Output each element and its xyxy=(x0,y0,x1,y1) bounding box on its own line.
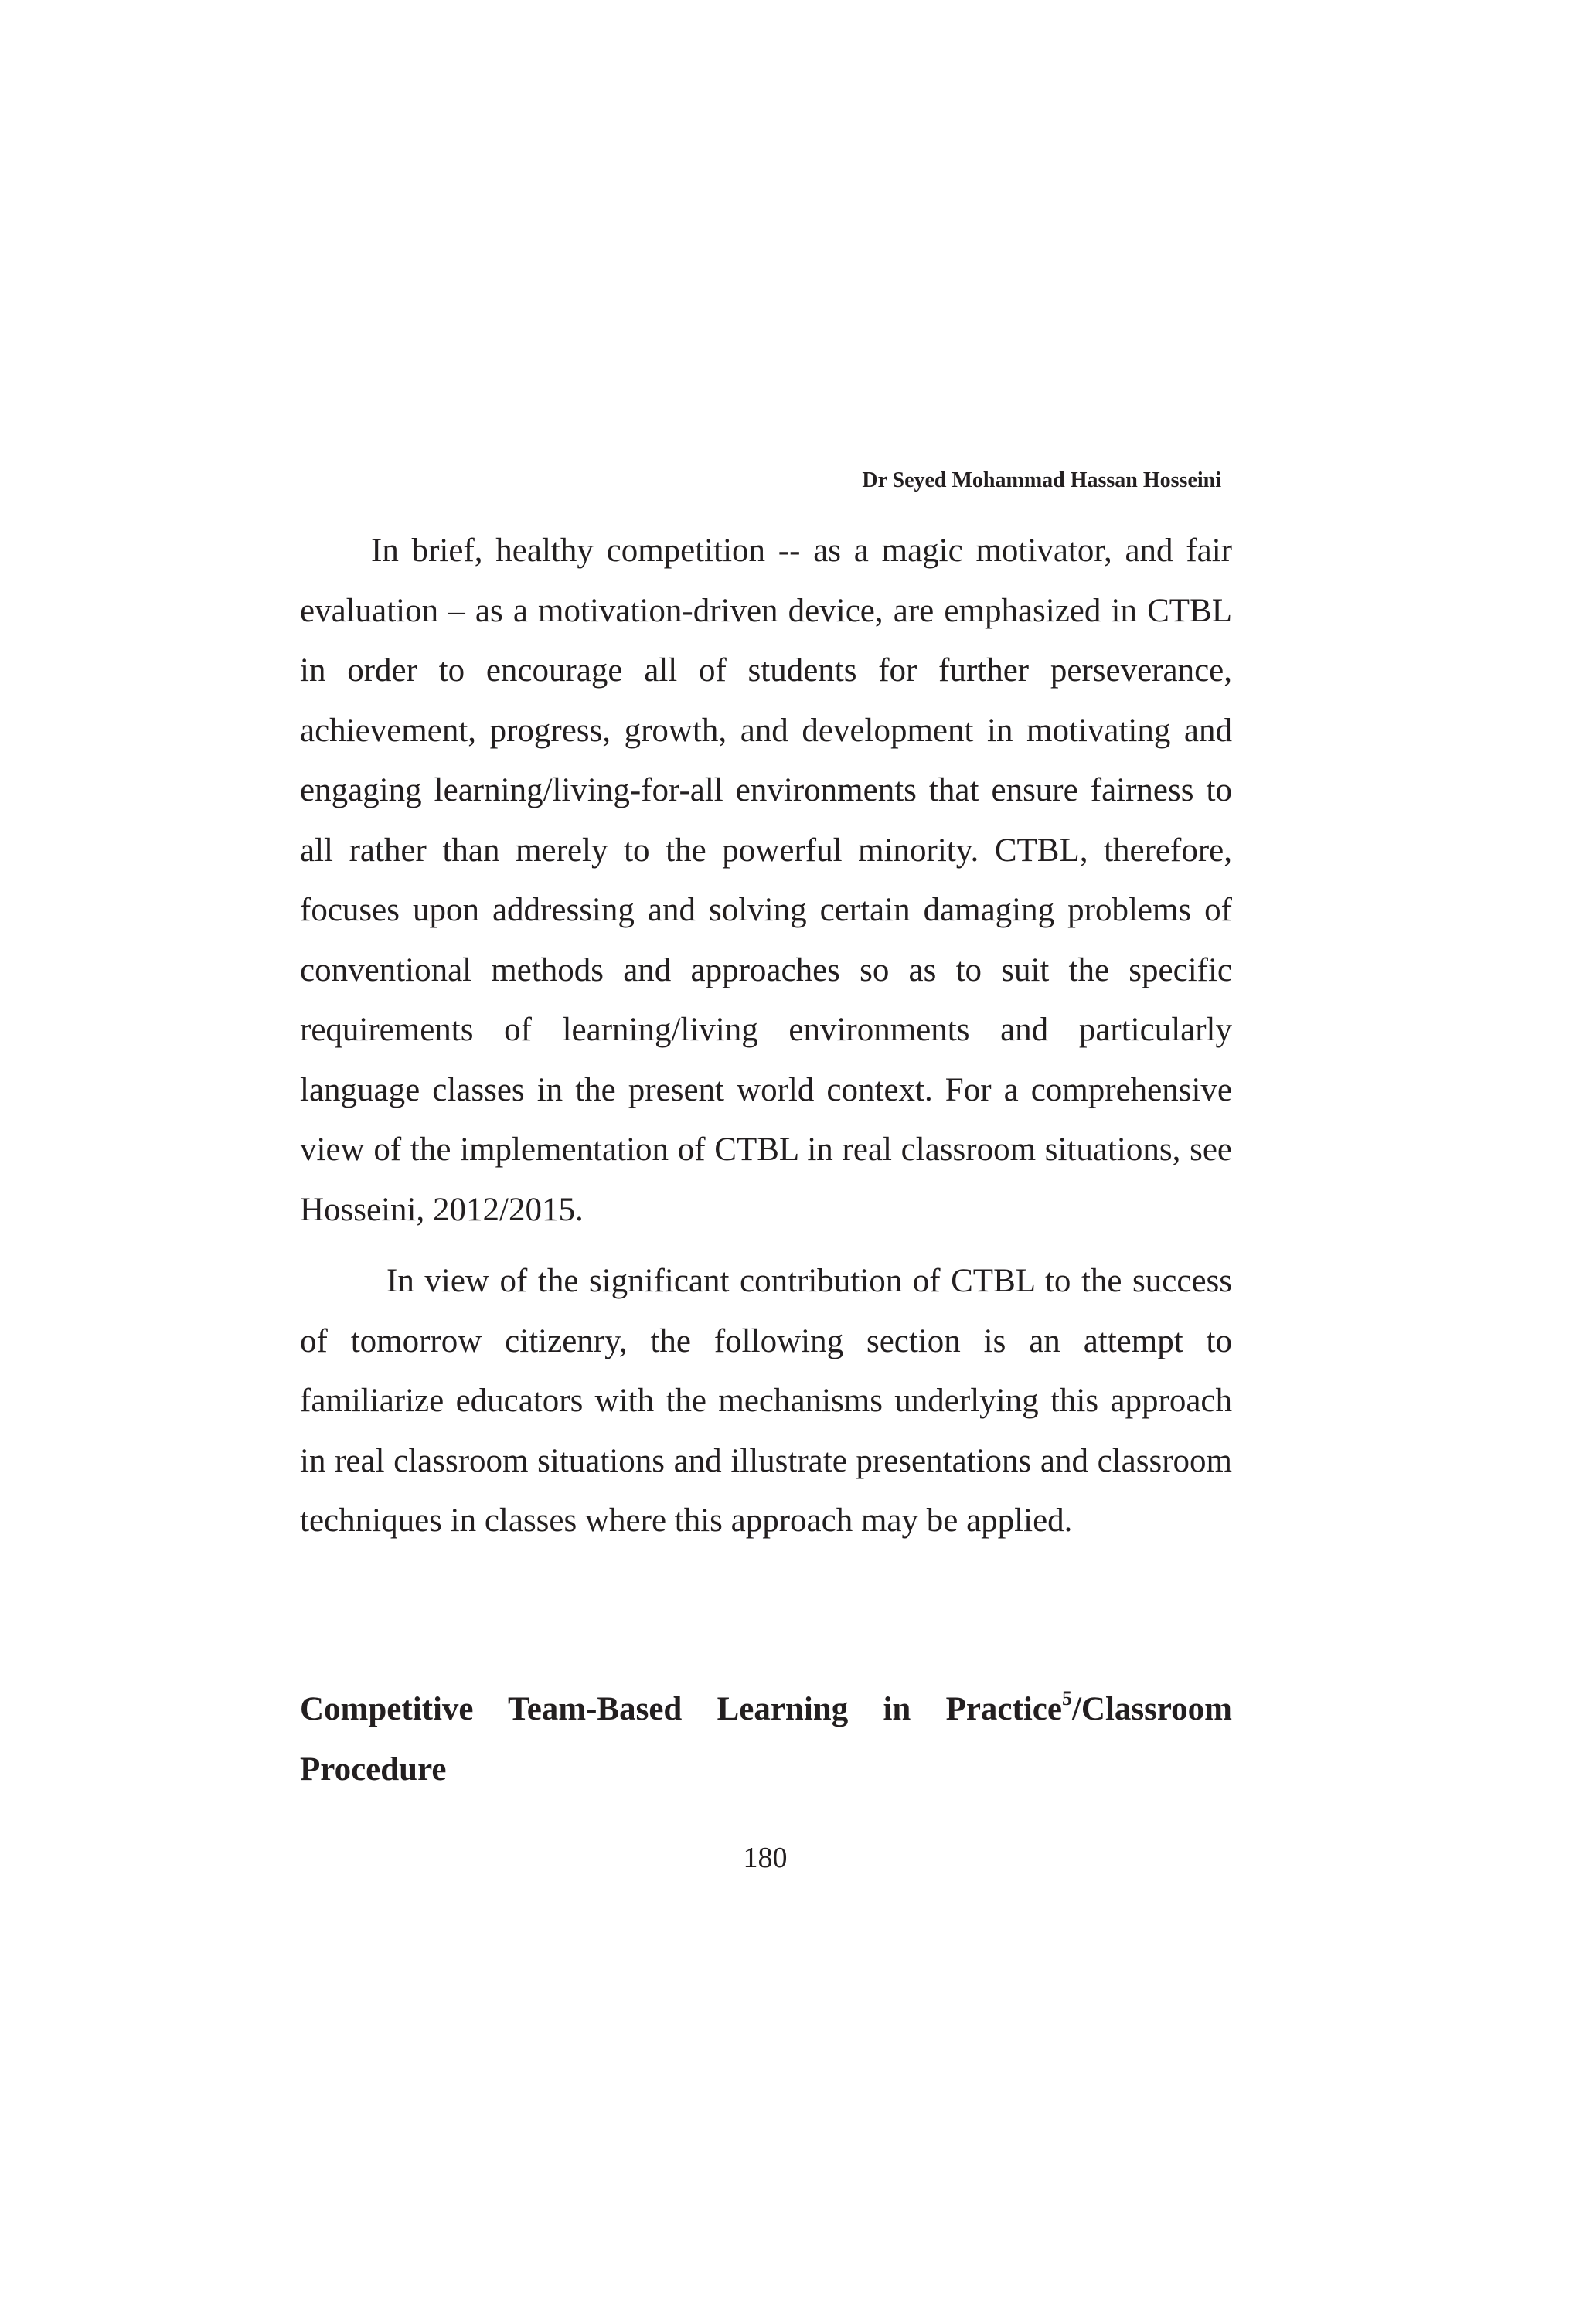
body-paragraph-1: In brief, healthy competition -- as a magic motivator, and fair evaluation – as a motivation-driven device, are emphasized in CTBL in order to encourage all of students for further perseverance, achievement, progress, growth, and development in motivating and engaging learning/living-for-all environments that ensure fairness to all rather than merely to the powerful minority. CTBL, therefore, focuses upon addressing and solving certain damaging problems of conventional methods and approaches so as to suit the specific requirements of learning/living environments and particularly language classes in the present world context. For a comprehensive view of the implementation of CTBL in real classroom situations, see Hosseini, 2012/2015. xyxy=(300,533,1232,1228)
section-heading xyxy=(300,1679,1232,1799)
section-heading-line-2: Procedure xyxy=(300,1751,447,1788)
footnote-reference[interactable]: 5 xyxy=(1061,1686,1072,1710)
body-paragraph-2: In view of the significant contribution of CTBL to the success of tomorrow citizenry, the following section is an attempt to familiarize educators with the mechanisms underlying this approach in real classroom situations and illustrate presentations and classroom techniques in classes where this approach may be applied. xyxy=(300,1263,1232,1539)
page-number: 180 xyxy=(743,1842,788,1874)
running-head-author: Dr Seyed Mohammad Hassan Hosseini xyxy=(862,468,1221,492)
section-heading-text-cont: /Classroom xyxy=(1071,1691,1232,1727)
section-heading-line-1 xyxy=(300,1679,1232,1740)
section-heading-text: Competitive Team-Based Learning in Practice xyxy=(300,1691,1062,1727)
